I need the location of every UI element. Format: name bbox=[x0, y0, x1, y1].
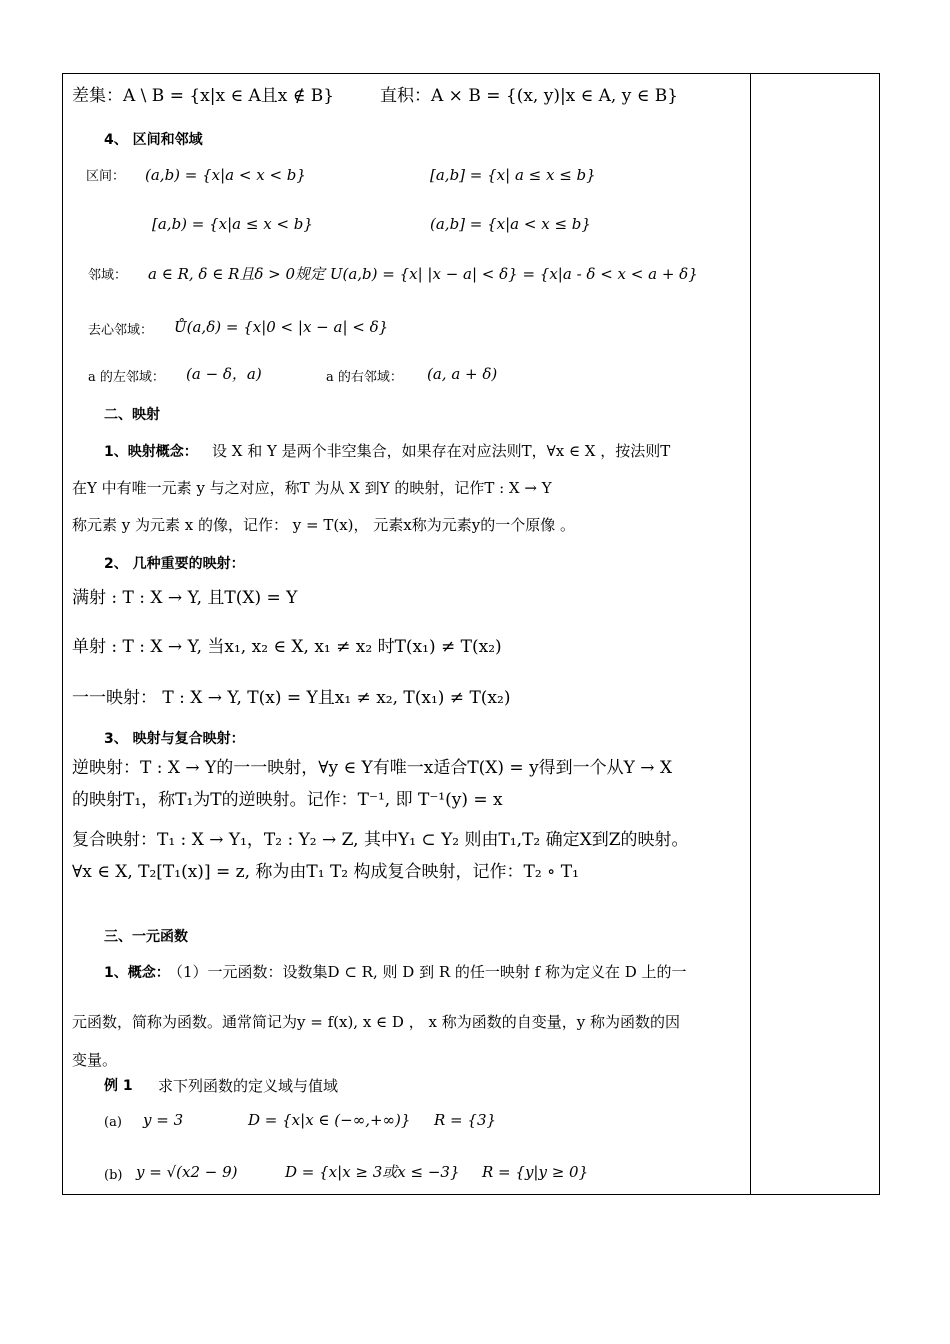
mapping-concept-title: 1、映射概念： bbox=[104, 444, 198, 460]
example-b-range: R = {y|y ≥ 0} bbox=[482, 1163, 589, 1181]
interval-heading: 4、 区间和邻域 bbox=[104, 132, 203, 148]
composite-1: 复合映射：T₁ : X → Y₁，T₂ : Y₂ → Z, 其中Y₁ ⊂ Y₂ 则由T₁,T₂ 确定X到Z的映射。 bbox=[72, 830, 689, 850]
mapping-concept-1: 设 X 和 Y 是两个非空集合，如果存在对应法则T，∀x ∈ X ，按法则T bbox=[212, 442, 671, 460]
example-a-label: (a) bbox=[104, 1115, 122, 1130]
example-text: 求下列函数的定义域与值域 bbox=[158, 1077, 339, 1095]
interval-closed: [a,b] = {x| a ≤ x ≤ b} bbox=[430, 166, 596, 184]
interval-open: (a,b) = {x|a < x < b} bbox=[145, 166, 306, 184]
function-heading: 三、一元函数 bbox=[104, 929, 188, 945]
function-concept-2: 元函数，简称为函数。通常简记为y = f(x), x ∈ D ， x 称为函数的自变量，y 称为函数的因 bbox=[72, 1013, 680, 1031]
function-concept-title: 1、概念： bbox=[104, 965, 170, 981]
mapping-concept-3: 称元素 y 为元素 x 的像，记作： y = T(x)， 元素x称为元素y的一个原像 。 bbox=[72, 516, 575, 534]
example-b-label: (b) bbox=[104, 1168, 123, 1183]
set-difference: 差集：A \ B = {x|x ∈ A且x ∉ B} bbox=[72, 86, 335, 106]
injective: 单射 : T : X → Y, 当x₁, x₂ ∈ X, x₁ ≠ x₂ 时T(x₁) ≠ T(x₂) bbox=[72, 637, 502, 657]
example-b-function: y = √(x2 − 9) bbox=[136, 1163, 238, 1181]
function-concept-3: 变量。 bbox=[72, 1051, 118, 1069]
interval-half-left: [a,b) = {x|a ≤ x < b} bbox=[152, 215, 313, 233]
example-a-function: y = 3 bbox=[143, 1111, 184, 1129]
interval-label: 区间： bbox=[86, 169, 126, 184]
example-a-range: R = {3} bbox=[434, 1111, 497, 1129]
left-neighborhood: (a − δ，a) bbox=[186, 365, 262, 383]
composite-2: ∀x ∈ X, T₂[T₁(x)] = z, 称为由T₁ T₂ 构成复合映射，记作：T₂ ∘ T₁ bbox=[72, 862, 579, 882]
function-concept-1: （1）一元函数：设数集D ⊂ R, 则 D 到 R 的任一映射 f 称为定义在 D 上的一 bbox=[168, 963, 687, 981]
neighborhood-label: 邻域： bbox=[88, 268, 128, 283]
column-divider bbox=[750, 73, 751, 1195]
right-neighborhood-label: a 的右邻域： bbox=[326, 370, 403, 385]
left-neighborhood-label: a 的左邻域： bbox=[88, 370, 165, 385]
inverse-1: 逆映射：T : X → Y的一一映射，∀y ∈ Y有唯一x适合T(X) = y得到一个从Y → X bbox=[72, 758, 673, 778]
bijective: 一一映射： T : X → Y, T(x) = Y且x₁ ≠ x₂, T(x₁) ≠ T(x₂) bbox=[72, 688, 511, 708]
inverse-2: 的映射T₁，称T₁为T的逆映射。记作：T⁻¹, 即 T⁻¹(y) = x bbox=[72, 790, 503, 810]
mapping-concept-2: 在Y 中有唯一元素 y 与之对应，称T 为从 X 到Y 的映射，记作T : X → Y bbox=[72, 479, 552, 497]
composite-heading: 3、 映射与复合映射： bbox=[104, 731, 245, 747]
mapping-types-heading: 2、 几种重要的映射： bbox=[104, 556, 245, 572]
example-b-domain: D = {x|x ≥ 3或x ≤ −3} bbox=[285, 1163, 460, 1181]
mapping-heading: 二、映射 bbox=[104, 407, 160, 423]
set-product: 直积：A × B = {(x, y)|x ∈ A, y ∈ B} bbox=[380, 86, 679, 106]
punctured-neighborhood: Ů(a,δ) = {x|0 < |x − a| < δ} bbox=[174, 318, 389, 336]
punctured-label: 去心邻域： bbox=[88, 323, 154, 338]
example-title: 例 1 bbox=[104, 1078, 133, 1094]
right-neighborhood: (a, a + δ) bbox=[427, 365, 498, 383]
example-a-domain: D = {x|x ∈ (−∞,+∞)} bbox=[248, 1111, 411, 1129]
interval-half-right: (a,b] = {x|a < x ≤ b} bbox=[430, 215, 591, 233]
surjective: 满射 : T : X → Y, 且T(X) = Y bbox=[72, 588, 298, 608]
neighborhood-def: a ∈ R, δ ∈ R且δ > 0规定 U(a,b) = {x| |x − a| < δ} = {x|a - δ < x < a + δ} bbox=[148, 265, 698, 283]
